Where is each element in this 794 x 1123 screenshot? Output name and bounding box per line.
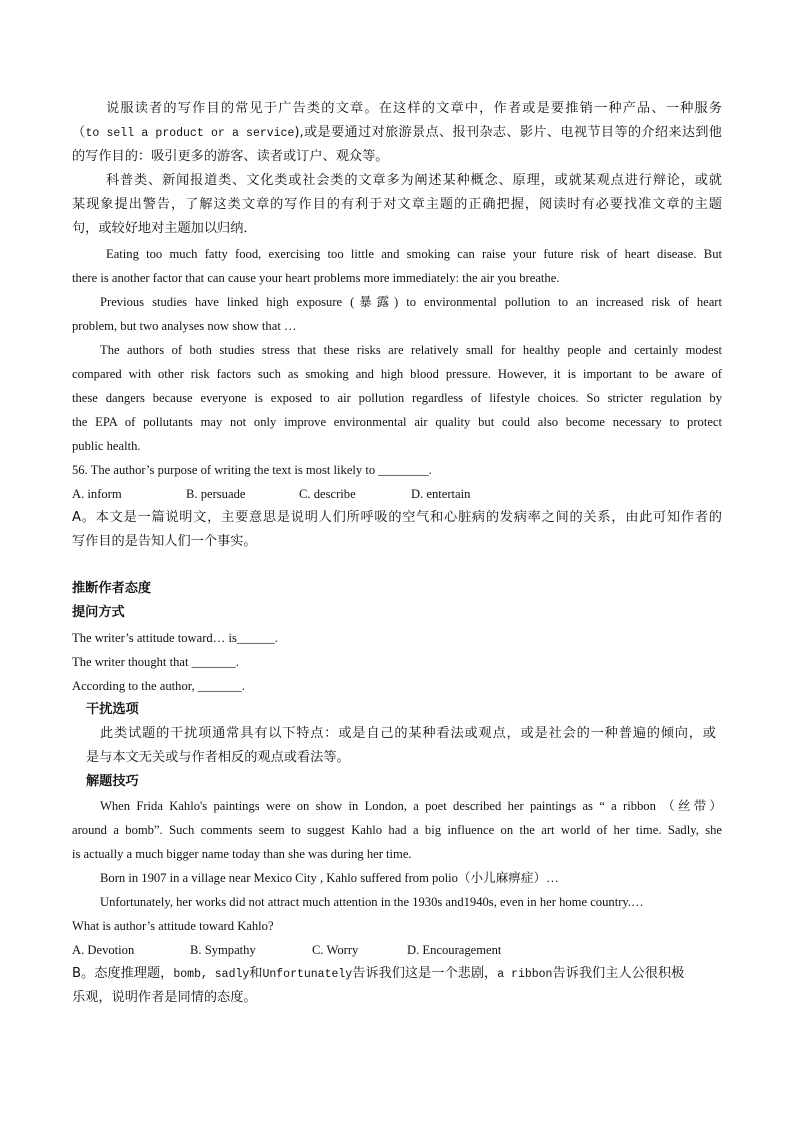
passage2-line1: When Frida Kahlo's paintings were on show in London, a poet described her paintings as “ a ribbon （丝带） <box>100 799 722 813</box>
passage2-line3: is actually a much bigger name today than she was during her time. <box>72 847 412 861</box>
p2-answer-line1: B。态度推理题，bomb, sadly和Unfortunately告诉我们这是一个悲剧，a ribbon告诉我们主人公很积极 <box>72 966 685 981</box>
passage1-line7: these dangers because everyone is exposed to air pollution regardless of lifestyle choices. So stricter regulation by <box>72 391 722 405</box>
passage1-line3: Previous studies have linked high exposure (暴露) to environmental pollution to an increased risk of heart <box>100 295 722 309</box>
intro-p1-line2: （to sell a product or a service),或是要通过对旅游景点、报刊杂志、影片、电视节目等的介绍来达到他 <box>72 125 722 140</box>
passage1-line5: The authors of both studies stress that these risks are relatively small for healthy people and certainly modest <box>100 343 722 357</box>
passage2-line2: around a bomb”. Such comments seem to suggest Kahlo had a big influence on the art world of her time. Sadly, she <box>72 823 722 837</box>
question-form-3: According to the author, _______. <box>72 679 245 693</box>
p2-option-a: A. Devotion <box>72 943 135 957</box>
intro-p2-line3: 句，或较好地对主题加以归纳． <box>72 221 257 236</box>
question-56-stem: 56. The author’s purpose of writing the text is most likely to ________. <box>72 463 432 477</box>
q56-answer-line1: A。本文是一篇说明文，主要意思是说明人们所呼吸的空气和心脏病的发病率之间的关系，由此可知作者的 <box>72 510 722 525</box>
question-form-2: The writer thought that _______. <box>72 655 239 669</box>
q56-answer-line2: 写作目的是告知人们一个事实。 <box>72 534 257 549</box>
q56-option-d: D. entertain <box>411 487 471 501</box>
intro-p1-line1: 说服读者的写作目的常见于广告类的文章。在这样的文章中，作者或是要推销一种产品、一种服务 <box>106 101 722 116</box>
passage1-line1: Eating too much fatty food, exercising too little and smoking can raise your future risk of heart disease. But <box>106 247 722 261</box>
passage2-line5: Unfortunately, her works did not attract much attention in the 1930s and1940s, even in her home country.… <box>100 895 644 909</box>
intro-p1-line3: 的写作目的：吸引更多的游客、读者或订户、观众等。 <box>72 149 389 164</box>
passage1-line4: problem, but two analyses now show that … <box>72 319 297 333</box>
passage1-line9: public health. <box>72 439 141 453</box>
passage1-line6: compared with other risk factors such as smoking and high blood pressure. However, it is important to be aware of <box>72 367 722 381</box>
distractors-line2: 是与本文无关或与作者相反的观点或看法等。 <box>86 750 350 765</box>
q56-option-c: C. describe <box>299 487 356 501</box>
intro-p2-line2: 某现象提出警告，了解这类文章的写作目的有利于对文章主题的正确把握，阅读时有必要找准文章的主题 <box>72 197 722 212</box>
p2-answer-line2: 乐观，说明作者是同情的态度。 <box>72 990 257 1005</box>
subheading-distractors: 干扰选项 <box>86 702 139 717</box>
p2-option-c: C. Worry <box>312 943 359 957</box>
q56-option-b: B. persuade <box>186 487 246 501</box>
subheading-question-forms: 提问方式 <box>72 605 125 620</box>
p2-option-b: B. Sympathy <box>190 943 256 957</box>
p2-option-d: D. Encouragement <box>407 943 502 957</box>
subheading-solving-tips: 解题技巧 <box>86 774 139 789</box>
distractors-line1: 此类试题的干扰项通常具有以下特点：或是自己的某种看法或观点，或是社会的一种普遍的倾向，或 <box>100 726 716 741</box>
passage1-line8: the EPA of pollutants may not only improve environmental air quality but could also become necessary to protect <box>72 415 722 429</box>
q56-option-a: A. inform <box>72 487 122 501</box>
passage1-line2: there is another factor that can cause your heart problems more immediately: the air you breathe. <box>72 271 560 285</box>
intro-p2-line1: 科普类、新闻报道类、文化类或社会类的文章多为阐述某种概念、原理，或就某观点进行辩论，或就 <box>106 173 722 188</box>
passage2-line4: Born in 1907 in a village near Mexico City , Kahlo suffered from polio（小儿麻痹症）… <box>100 871 559 885</box>
question-form-1: The writer’s attitude toward… is______. <box>72 631 278 645</box>
section-heading: 推断作者态度 <box>72 581 152 596</box>
passage2-question: What is author’s attitude toward Kahlo? <box>72 919 274 933</box>
